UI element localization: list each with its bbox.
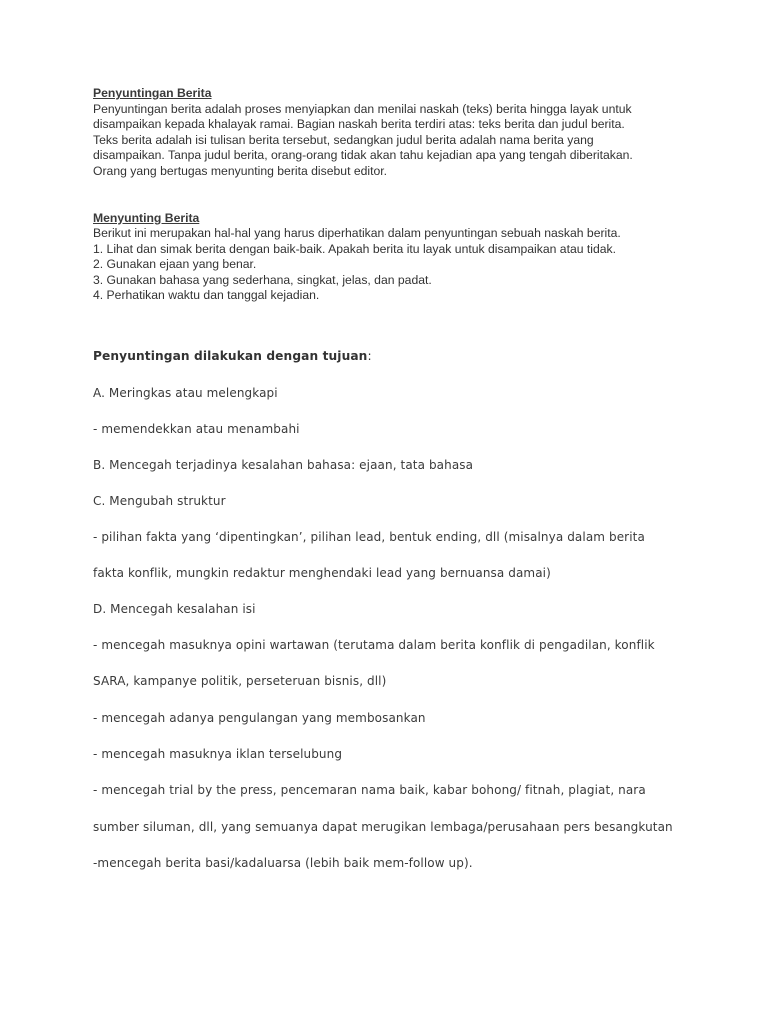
section-menyunting-berita [93, 211, 693, 303]
paragraph-line: Teks berita adalah isi tulisan berita tersebut, sedangkan judul berita adalah nama berita yang [93, 132, 594, 147]
paragraph-line: Orang yang bertugas menyunting berita disebut editor. [93, 163, 388, 178]
section-heading: Penyuntingan Berita [93, 86, 212, 100]
section-title-text: Penyuntingan dilakukan dengan tujuan [93, 349, 368, 363]
list-item: D. Mencegah kesalahan isi [93, 602, 256, 616]
list-item: B. Mencegah terjadinya kesalahan bahasa: ejaan, tata bahasa [93, 458, 474, 472]
list-item: - mencegah adanya pengulangan yang membosankan [93, 711, 426, 725]
section-title [93, 349, 372, 363]
list-item: sumber siluman, dll, yang semuanya dapat merugikan lembaga/perusahaan pers besangkutan [93, 820, 673, 834]
paragraph-line: disampaikan kepada khalayak ramai. Bagian naskah berita terdiri atas: teks berita dan judul berita. [93, 117, 625, 132]
section-penyuntingan-berita [93, 86, 693, 180]
list-item: C. Mengubah struktur [93, 494, 226, 508]
list-item: fakta konflik, mungkin redaktur menghendaki lead yang bernuansa damai) [93, 566, 551, 580]
list-item: - mencegah masuknya opini wartawan (terutama dalam berita konflik di pengadilan, konflik [93, 638, 655, 652]
list-item: 1. Lihat dan simak berita dengan baik-baik. Apakah berita itu layak untuk disampaikan atau tidak. [93, 241, 617, 256]
list-item: - mencegah masuknya iklan terselubung [93, 747, 343, 761]
paragraph-line: Berikut ini merupakan hal-hal yang harus diperhatikan dalam penyuntingan sebuah naskah berita. [93, 226, 621, 241]
list-item: A. Meringkas atau melengkapi [93, 386, 278, 400]
list-item: 2. Gunakan ejaan yang benar. [93, 257, 257, 272]
list-item: SARA, kampanye politik, perseteruan bisnis, dll) [93, 674, 387, 688]
list-item: - pilihan fakta yang ‘dipentingkan’, pilihan lead, bentuk ending, dll (misalnya dalam berita [93, 530, 645, 544]
list-item: - memendekkan atau menambahi [93, 422, 300, 436]
section-heading: Menyunting Berita [93, 211, 200, 225]
list-item: 4. Perhatikan waktu dan tanggal kejadian. [93, 288, 320, 303]
section-title-suffix: : [367, 349, 372, 363]
list-item: - mencegah trial by the press, pencemaran nama baik, kabar bohong/ fitnah, plagiat, nara [93, 783, 646, 797]
list-item: -mencegah berita basi/kadaluarsa (lebih baik mem-follow up). [93, 856, 473, 870]
list-item: 3. Gunakan bahasa yang sederhana, singkat, jelas, dan padat. [93, 272, 432, 287]
paragraph-line: Penyuntingan berita adalah proses menyiapkan dan menilai naskah (teks) berita hingga layak untuk [93, 101, 632, 116]
paragraph-line: disampaikan. Tanpa judul berita, orang-orang tidak akan tahu kejadian apa yang tengah diberitakan. [93, 148, 633, 163]
